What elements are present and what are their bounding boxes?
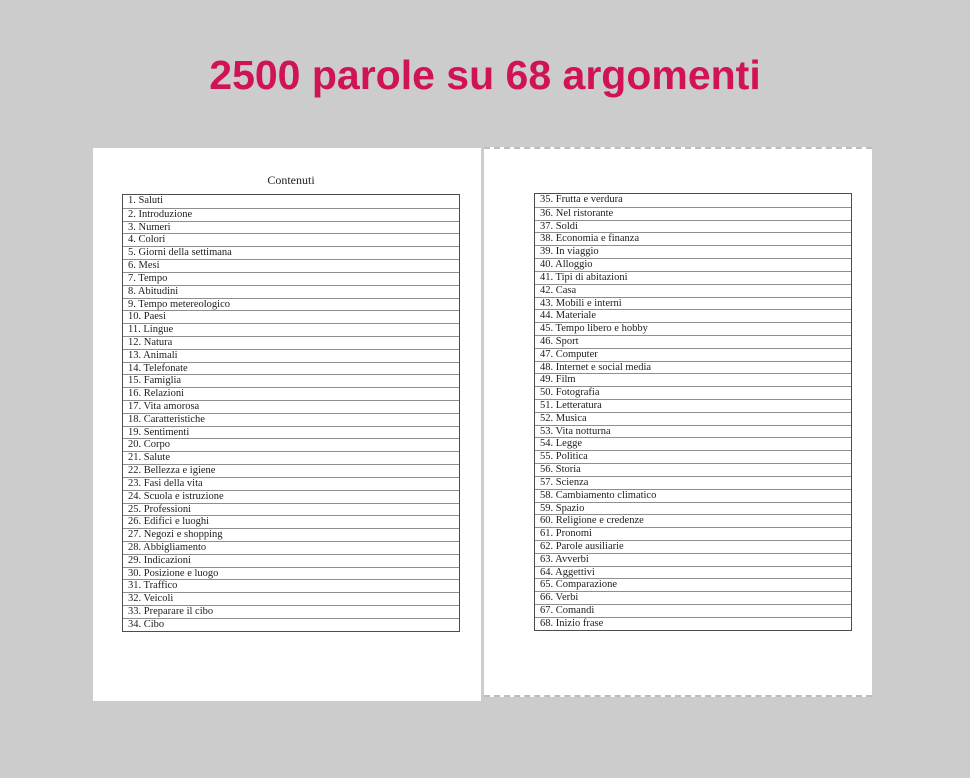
toc-row: 18. Caratteristiche [123,413,459,426]
toc-row: 54. Legge [535,437,851,450]
toc-row: 56. Storia [535,463,851,476]
toc-row: 67. Comandi [535,604,851,617]
toc-row: 55. Politica [535,450,851,463]
toc-row: 41. Tipi di abitazioni [535,271,851,284]
toc-row: 45. Tempo libero e hobby [535,322,851,335]
toc-row: 63. Avverbi [535,553,851,566]
toc-row: 53. Vita notturna [535,425,851,438]
toc-row: 65. Comparazione [535,578,851,591]
toc-row: 26. Edifici e luoghi [123,515,459,528]
toc-row: 57. Scienza [535,476,851,489]
toc-row: 29. Indicazioni [123,554,459,567]
toc-row: 27. Negozi e shopping [123,528,459,541]
toc-row: 21. Salute [123,451,459,464]
toc-row: 1. Saluti [128,195,164,206]
poster-title: 2500 parole su 68 argomenti [209,52,761,98]
toc-row: 39. In viaggio [535,245,851,258]
toc-row: 11. Lingue [123,323,459,336]
toc-row: 36. Nel ristorante [535,207,851,220]
toc-row: 47. Computer [535,348,851,361]
toc-table-right [534,193,852,631]
toc-row: 34. Cibo [123,618,459,631]
toc-row: 30. Posizione e luogo [123,567,459,580]
toc-row: 42. Casa [535,284,851,297]
toc-row: 61. Pronomi [535,527,851,540]
toc-row: 64. Aggettivi [535,566,851,579]
toc-row: 9. Tempo metereologico [123,298,459,311]
toc-row: 40. Alloggio [535,258,851,271]
toc-row: 62. Parole ausiliarie [535,540,851,553]
toc-row: 33. Preparare il cibo [123,605,459,618]
toc-row: 8. Abitudini [123,285,459,298]
contents-heading: Contenuti [267,173,315,187]
toc-row: 37. Soldi [535,220,851,233]
toc-row: 5. Giorni della settimana [123,246,459,259]
toc-row: 25. Professioni [123,503,459,516]
toc-row: 12. Natura [123,336,459,349]
left-page [93,148,481,701]
toc-row: 10. Paesi [123,310,459,323]
toc-row: 60. Religione e credenze [535,514,851,527]
toc-row: 15. Famiglia [123,374,459,387]
toc-row: 32. Veicoli [123,592,459,605]
toc-row: 48. Internet e social media [535,361,851,374]
toc-table-left [122,194,460,632]
toc-row: 14. Telefonate [123,362,459,375]
toc-row: 13. Animali [123,349,459,362]
toc-row: 35. Frutta e verdura [540,194,623,205]
toc-row: 6. Mesi [123,259,459,272]
toc-row: 59. Spazio [535,502,851,515]
toc-row: 20. Corpo [123,438,459,451]
toc-row: 28. Abbigliamento [123,541,459,554]
toc-row: 7. Tempo [123,272,459,285]
toc-row: 23. Fasi della vita [123,477,459,490]
toc-row: 16. Relazioni [123,387,459,400]
toc-row: 17. Vita amorosa [123,400,459,413]
toc-row: 4. Colori [123,233,459,246]
toc-row: 43. Mobili e interni [535,297,851,310]
toc-row: 19. Sentimenti [123,426,459,439]
toc-row: 44. Materiale [535,309,851,322]
toc-row: 49. Film [535,373,851,386]
toc-row: 22. Bellezza e igiene [123,464,459,477]
toc-row: 58. Cambiamento climatico [535,489,851,502]
toc-row: 3. Numeri [123,221,459,234]
toc-row: 51. Letteratura [535,399,851,412]
toc-row: 2. Introduzione [123,208,459,221]
toc-row: 31. Traffico [123,579,459,592]
right-page [484,147,872,697]
toc-row: 52. Musica [535,412,851,425]
toc-row: 50. Fotografia [535,386,851,399]
toc-row: 24. Scuola e istruzione [123,490,459,503]
toc-row: 66. Verbi [535,591,851,604]
toc-row: 68. Inizio frase [535,617,851,630]
toc-row: 38. Economia e finanza [535,232,851,245]
toc-row: 46. Sport [535,335,851,348]
